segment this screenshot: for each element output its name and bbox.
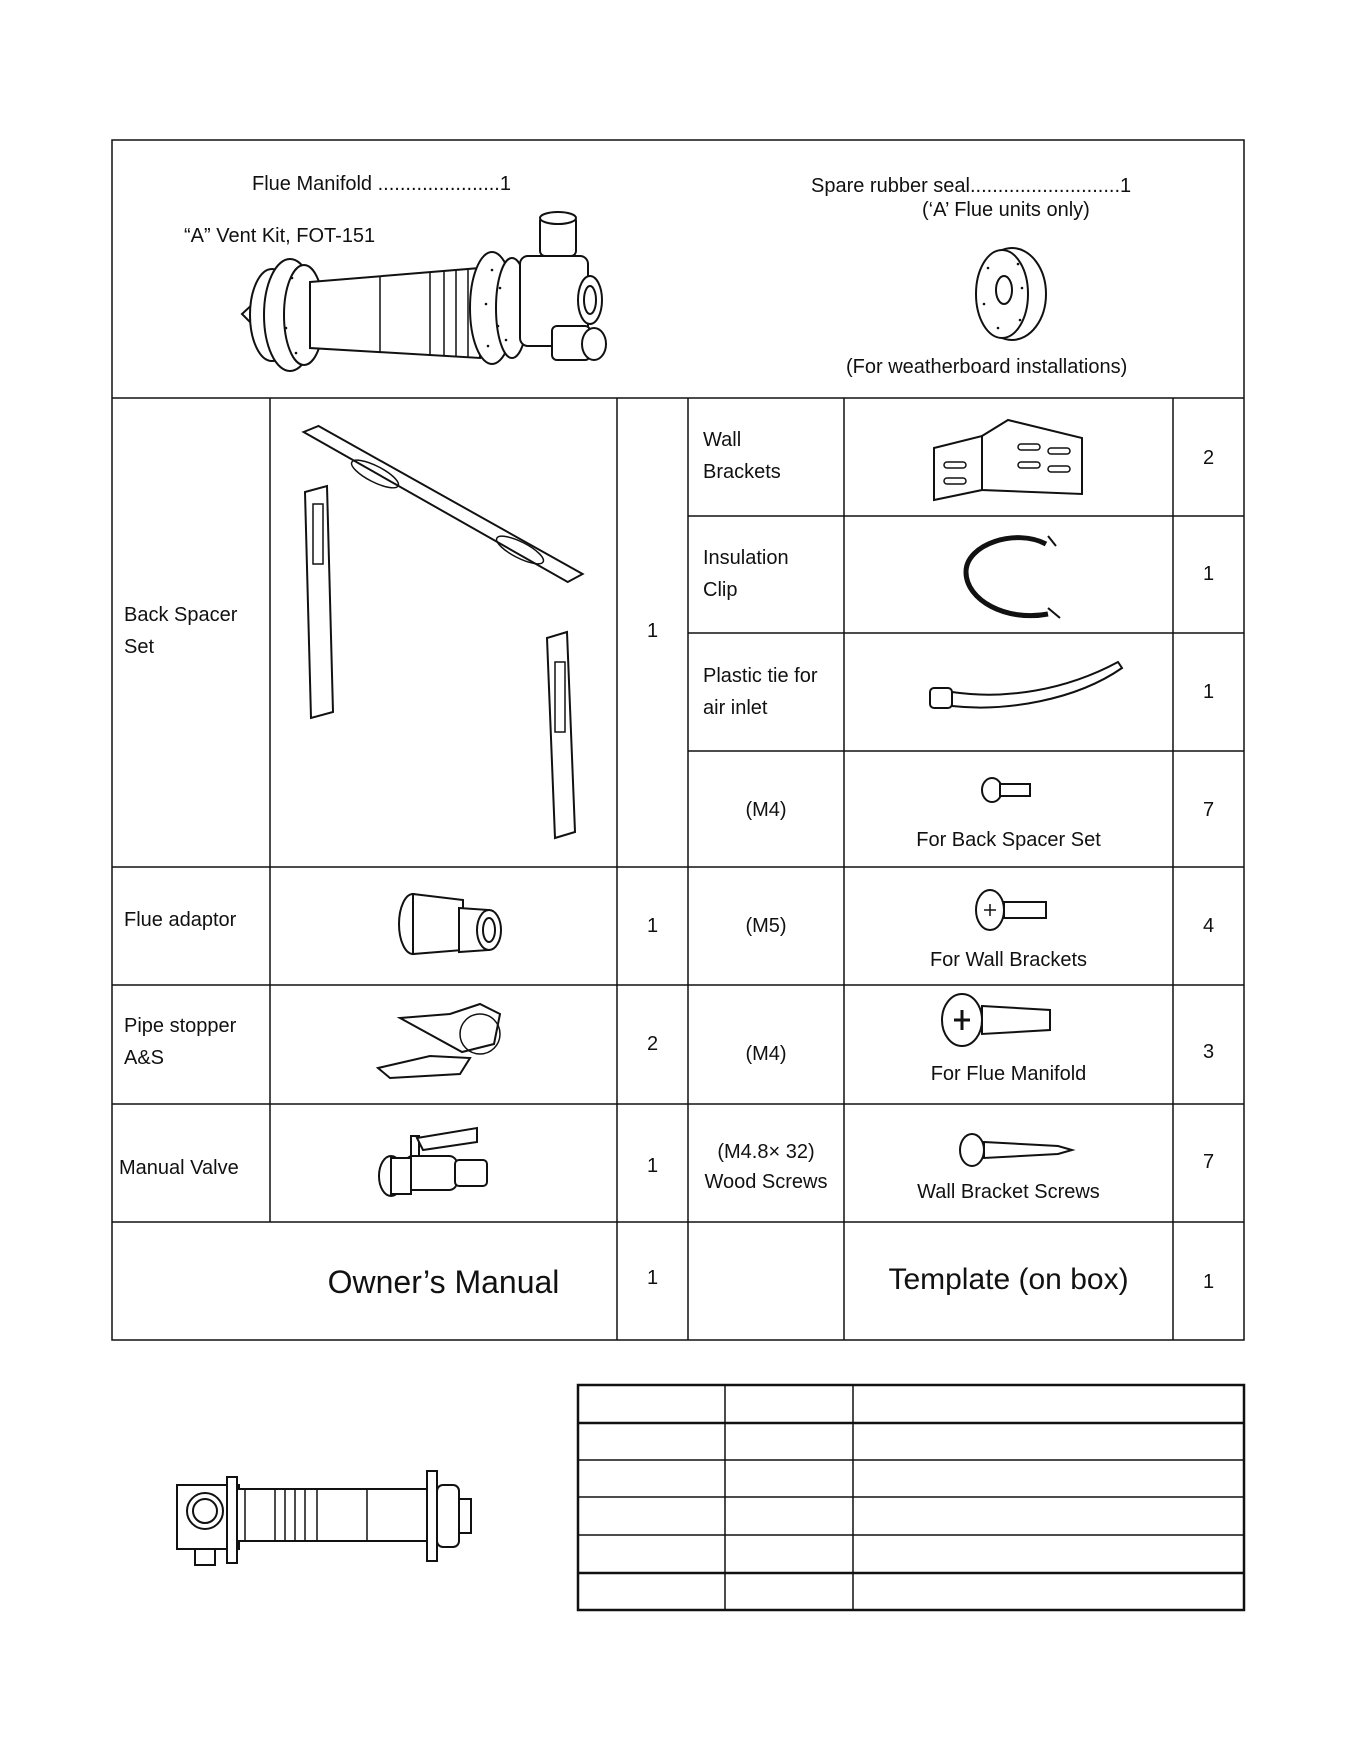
- m4-spacer-size: (M4): [745, 799, 787, 821]
- plastic-tie-label-2: air inlet: [703, 697, 768, 719]
- m5-qty: 4: [1202, 915, 1215, 937]
- pipe-stopper-label-2: A&S: [124, 1047, 165, 1069]
- insulation-clip-qty: 1: [1202, 563, 1215, 585]
- wall-brackets-qty: 2: [1202, 447, 1215, 469]
- back-spacer-qty: 1: [646, 620, 659, 642]
- plastic-tie-icon: [926, 660, 1126, 720]
- pipe-stopper-icon: [370, 994, 530, 1084]
- m4-spacer-desc: For Back Spacer Set: [916, 829, 1101, 851]
- vent-kit-label: “A” Vent Kit, FOT-151: [184, 225, 376, 247]
- wood-screws-label: Wood Screws: [704, 1171, 828, 1193]
- rubber-seal-icon: [970, 244, 1050, 344]
- spare-seal-note: (‘A’ Flue units only): [922, 199, 1090, 221]
- back-spacer-label-1: Back Spacer: [124, 604, 238, 626]
- manual-valve-label: Manual Valve: [119, 1157, 239, 1179]
- screw-icon: [940, 992, 1060, 1048]
- m4-flue-size: (M4): [745, 1043, 787, 1065]
- manual-valve-icon: [377, 1120, 507, 1210]
- screw-icon: [980, 776, 1040, 806]
- m4-flue-desc: For Flue Manifold: [930, 1063, 1087, 1085]
- m5-size: (M5): [745, 915, 787, 937]
- weatherboard-label: (For weatherboard installations): [846, 356, 1128, 378]
- template-label: Template (on box): [888, 1263, 1129, 1296]
- back-spacer-set-icon: [285, 422, 585, 842]
- wood-screws-qty: 7: [1202, 1151, 1215, 1173]
- m5-desc: For Wall Brackets: [929, 949, 1088, 971]
- flue-manifold-label: Flue Manifold ......................1: [252, 173, 511, 195]
- plastic-tie-label-1: Plastic tie for: [703, 665, 818, 687]
- insulation-clip-label-1: Insulation: [703, 547, 789, 569]
- wall-bracket-icon: [932, 418, 1092, 508]
- pipe-stopper-qty: 2: [646, 1033, 659, 1055]
- template-qty: 1: [1202, 1271, 1215, 1293]
- flue-manifold-side-view-icon: [175, 1455, 495, 1575]
- flue-manifold-icon: [230, 208, 630, 378]
- flue-adaptor-qty: 1: [646, 915, 659, 937]
- insulation-clip-icon: [956, 530, 1066, 630]
- wood-screws-desc: Wall Bracket Screws: [917, 1181, 1100, 1203]
- wall-brackets-label-2: Brackets: [703, 461, 781, 483]
- screw-icon: [974, 888, 1054, 932]
- wood-screws-size: (M4.8× 32): [717, 1141, 815, 1163]
- insulation-clip-label-2: Clip: [703, 579, 738, 601]
- owners-manual-label: Owner’s Manual: [327, 1264, 560, 1300]
- owners-manual-qty: 1: [646, 1267, 659, 1289]
- flue-adaptor-icon: [393, 890, 513, 970]
- manual-valve-qty: 1: [646, 1155, 659, 1177]
- wood-screw-icon: [958, 1130, 1078, 1170]
- pipe-stopper-label-1: Pipe stopper: [124, 1015, 237, 1037]
- plastic-tie-qty: 1: [1202, 681, 1215, 703]
- spare-seal-label: Spare rubber seal...........................1: [811, 175, 1132, 197]
- m4-spacer-qty: 7: [1202, 799, 1215, 821]
- back-spacer-label-2: Set: [124, 636, 155, 658]
- flue-adaptor-label: Flue adaptor: [124, 909, 237, 931]
- m4-flue-qty: 3: [1202, 1041, 1215, 1063]
- wall-brackets-label-1: Wall: [703, 429, 742, 451]
